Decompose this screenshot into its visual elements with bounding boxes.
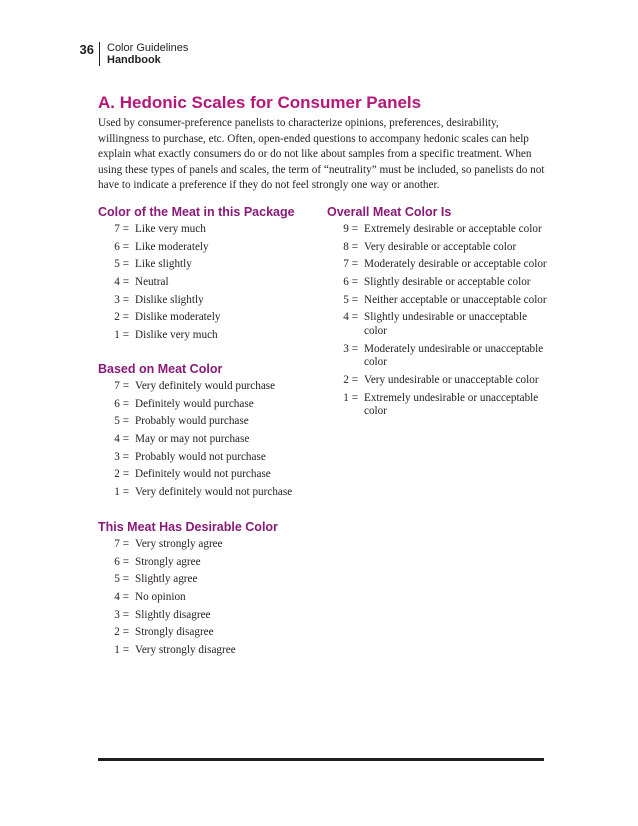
header-divider: [99, 42, 100, 66]
scale-item: [98, 591, 313, 605]
scale-title: Based on Meat Color: [98, 362, 223, 376]
scale-item: [327, 374, 549, 388]
scale-value: 4 =: [114, 433, 129, 446]
scale-label: Definitely would purchase: [135, 397, 254, 410]
scale-label: Slightly disagree: [135, 608, 211, 621]
header-subtitle: Handbook: [107, 54, 161, 66]
scale-label: Very strongly disagree: [135, 644, 236, 657]
scale-list: [98, 223, 313, 343]
scale-list: [327, 223, 549, 419]
scale-label: Very undesirable or unacceptable color: [364, 373, 539, 386]
scale-item: [327, 223, 549, 237]
scale-value: 2 =: [114, 311, 129, 324]
scale-list: [98, 380, 313, 500]
scale-item: [98, 556, 313, 570]
scale-value: 3 =: [114, 608, 129, 621]
scale-label: Moderately undesirable or unacceptable color: [364, 342, 544, 369]
scale-value: 6 =: [114, 397, 129, 410]
scale-label: Like very much: [135, 223, 206, 235]
scale-value: 5 =: [114, 415, 129, 428]
scale-label: Probably would purchase: [135, 415, 249, 428]
footer-rule: [98, 758, 544, 761]
scale-value: 7 =: [114, 223, 129, 235]
scale-item: [98, 609, 313, 623]
scale-item: [327, 258, 549, 272]
scale-item: [98, 468, 313, 482]
scale-item: [98, 644, 313, 658]
page-number: 36: [79, 42, 94, 57]
scale-label: Dislike moderately: [135, 311, 221, 324]
scale-label: Slightly agree: [135, 573, 198, 586]
scale-label: Very definitely would not purchase: [135, 486, 293, 499]
scale-label: Extremely desirable or acceptable color: [364, 223, 542, 235]
scale-item: [98, 451, 313, 465]
scale-label: Neither acceptable or unacceptable color: [364, 293, 547, 306]
scale-overall-meat-color: [327, 205, 549, 423]
scale-item: [98, 398, 313, 412]
scale-item: [327, 392, 549, 419]
scale-item: [98, 486, 313, 500]
scale-item: [98, 311, 313, 325]
scale-value: 4 =: [114, 591, 129, 604]
scale-value: 4 =: [114, 276, 129, 289]
scale-color-of-meat: [98, 205, 313, 347]
scale-value: 1 =: [114, 329, 129, 342]
scale-value: 1 =: [343, 391, 358, 404]
scale-value: 3 =: [343, 342, 358, 355]
scale-label: Like slightly: [135, 258, 192, 271]
scale-list: [98, 538, 313, 658]
scale-label: Neutral: [135, 276, 169, 289]
scale-value: 6 =: [343, 276, 358, 289]
scale-item: [327, 276, 549, 290]
scale-value: 7 =: [343, 258, 358, 271]
scale-label: Very definitely would purchase: [135, 380, 276, 392]
scale-label: Slightly undesirable or unacceptable color: [364, 311, 528, 337]
scale-value: 4 =: [343, 311, 358, 324]
scale-value: 6 =: [114, 555, 129, 568]
scale-value: 1 =: [114, 486, 129, 499]
scale-item: [98, 276, 313, 290]
scale-value: 5 =: [114, 573, 129, 586]
scale-label: Like moderately: [135, 240, 209, 253]
scale-value: 2 =: [114, 468, 129, 481]
scale-label: Very desirable or acceptable color: [364, 240, 517, 253]
scale-value: 7 =: [114, 380, 129, 392]
scale-label: May or may not purchase: [135, 433, 250, 446]
scale-label: Slightly desirable or acceptable color: [364, 276, 531, 289]
scale-value: 3 =: [114, 450, 129, 463]
scale-value: 3 =: [114, 293, 129, 306]
scale-item: [327, 343, 549, 370]
intro-paragraph: Used by consumer-preference panelists to characterize opinions, preferences, desirability, willingness to purchase, etc. Often, open-ended questions to accompany hedonic scales can help explain what exactly consumers do or do not like about samples from a specific treatment. When using these types of panels and scales, the term of “neutrality” must be included, so panelists do not have to indicate a preference if they do not feel strongly one way or another.: [98, 117, 545, 191]
scale-label: Dislike very much: [135, 329, 218, 342]
scale-title: This Meat Has Desirable Color: [98, 520, 278, 534]
scale-label: Extremely undesirable or unacceptable color: [364, 391, 539, 417]
scale-value: 5 =: [114, 258, 129, 271]
scale-item: [98, 626, 313, 640]
scale-label: Strongly agree: [135, 555, 201, 568]
scale-title: Color of the Meat in this Package: [98, 205, 295, 219]
scale-label: No opinion: [135, 591, 186, 604]
scale-value: 9 =: [343, 223, 358, 235]
scale-label: Probably would not purchase: [135, 450, 266, 463]
scale-desirable-color: [98, 520, 313, 662]
scale-based-on-meat-color: [98, 362, 313, 504]
scale-item: [98, 538, 313, 552]
scale-title: Overall Meat Color Is: [327, 205, 452, 219]
scale-item: [98, 433, 313, 447]
scale-item: [327, 241, 549, 255]
header-title: Color Guidelines: [107, 42, 189, 54]
scale-item: [98, 329, 313, 343]
scale-label: Moderately desirable or acceptable color: [364, 258, 547, 271]
running-title: [107, 42, 188, 66]
scale-value: 2 =: [114, 626, 129, 639]
scale-item: [98, 241, 313, 255]
scale-value: 8 =: [343, 240, 358, 253]
scale-label: Definitely would not purchase: [135, 468, 271, 481]
scale-item: [98, 415, 313, 429]
scale-item: [98, 573, 313, 587]
scale-value: 7 =: [114, 538, 129, 550]
scale-item: [327, 294, 549, 308]
section-title: A. Hedonic Scales for Consumer Panels: [98, 93, 422, 112]
scale-item: [98, 294, 313, 308]
scale-label: Very strongly agree: [135, 538, 223, 550]
scale-item: [98, 258, 313, 272]
scale-value: 5 =: [343, 293, 358, 306]
scale-item: [327, 311, 549, 338]
scale-value: 2 =: [343, 373, 358, 386]
scale-label: Dislike slightly: [135, 293, 204, 306]
scale-value: 6 =: [114, 240, 129, 253]
scale-value: 1 =: [114, 644, 129, 657]
scale-item: [98, 380, 313, 394]
scale-label: Strongly disagree: [135, 626, 214, 639]
scale-item: [98, 223, 313, 237]
